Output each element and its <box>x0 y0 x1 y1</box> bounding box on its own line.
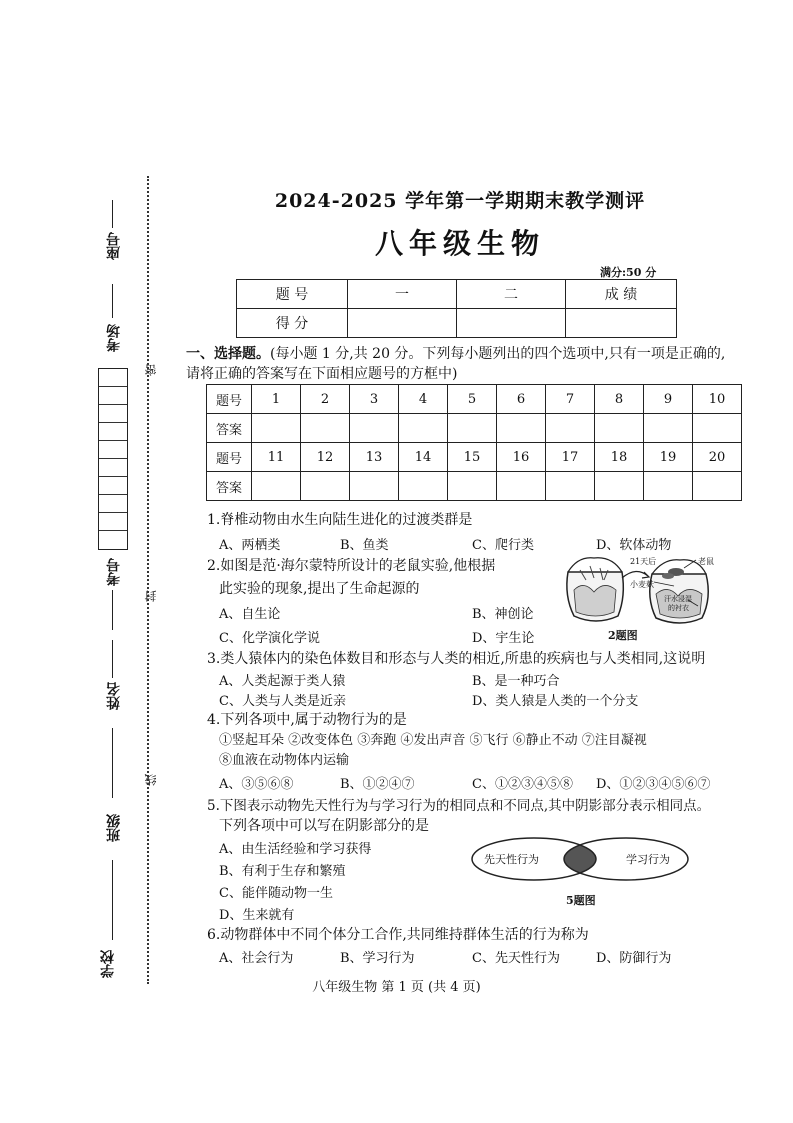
score-header-cell: 题 号 <box>237 280 348 309</box>
school-line[interactable] <box>112 860 113 940</box>
q1-option-a: A、两栖类 <box>219 538 281 553</box>
subject-title: 八年级生物 <box>374 227 545 260</box>
fig2-label-cloth2: 的衬衣 <box>668 604 689 612</box>
q2-stem-line1: 2.如图是范·海尔蒙特所设计的老鼠实验,他根据 <box>207 558 496 574</box>
q5-option-c: C、能伴随动物一生 <box>219 886 333 901</box>
venn-right-label: 学习行为 <box>626 853 670 866</box>
q3-stem: 3.类人猿体内的染色体数目和形态与人类的相近,所患的疾病也与人类相同,这说明 <box>207 651 706 667</box>
question-number: 3 <box>350 385 399 414</box>
score-cell[interactable] <box>348 309 457 338</box>
answer-cell[interactable] <box>644 472 693 501</box>
q1-option-b: B、鱼类 <box>340 538 389 553</box>
q3-option-a: A、人类起源于类人猿 <box>219 674 346 689</box>
question-number: 6 <box>497 385 546 414</box>
q2-option-a: A、自生论 <box>219 607 281 622</box>
fig2-label-cloth1: 汗水浸湿 <box>664 595 692 603</box>
exam-no-label: 考号 <box>106 558 122 586</box>
seal-mark-feng: 封 <box>144 590 158 602</box>
score-cell[interactable] <box>457 309 566 338</box>
q4-items-line2: ⑧血液在动物体内运输 <box>219 753 350 768</box>
question-number: 9 <box>644 385 693 414</box>
exam-number-boxes[interactable] <box>98 368 128 550</box>
q5-option-d: D、生来就有 <box>219 908 295 923</box>
question-number: 8 <box>595 385 644 414</box>
answer-cell[interactable] <box>399 472 448 501</box>
answer-cell[interactable] <box>497 414 546 443</box>
q5-stem-line2: 下列各项中可以写在阴影部分的是 <box>219 818 429 834</box>
answer-cell[interactable] <box>399 414 448 443</box>
q4-option-d: D、①②③④⑤⑥⑦ <box>596 777 711 792</box>
question-number: 15 <box>448 443 497 472</box>
answer-cell[interactable] <box>546 414 595 443</box>
question-number: 5 <box>448 385 497 414</box>
score-row-label: 得 分 <box>237 309 348 338</box>
q4-stem: 4.下列各项中,属于动物行为的是 <box>207 712 407 728</box>
q1-stem: 1.脊椎动物由水生向陆生进化的过渡类群是 <box>207 512 473 528</box>
question-number: 4 <box>399 385 448 414</box>
fig2-label-days: 21天后 <box>630 557 657 566</box>
answer-grid-label: 题号 <box>207 443 252 472</box>
score-header-cell: 一 <box>348 280 457 309</box>
question-number: 17 <box>546 443 595 472</box>
score-header-cell: 二 <box>457 280 566 309</box>
question-number: 16 <box>497 443 546 472</box>
answer-cell[interactable] <box>350 414 399 443</box>
question-number: 7 <box>546 385 595 414</box>
q6-option-b: B、学习行为 <box>340 951 415 966</box>
answer-cell[interactable] <box>301 414 350 443</box>
q3-option-c: C、人类与人类是近亲 <box>219 694 346 709</box>
answer-cell[interactable] <box>595 472 644 501</box>
answer-cell[interactable] <box>350 472 399 501</box>
name-line[interactable] <box>112 640 113 678</box>
question-number: 2 <box>301 385 350 414</box>
q3-option-d: D、类人猿是人类的一个分支 <box>472 694 639 709</box>
answer-grid-label: 题号 <box>207 385 252 414</box>
full-score: 满分:50 分 <box>600 266 657 279</box>
q6-option-c: C、先天性行为 <box>472 951 560 966</box>
seal-mark-xian: 线 <box>144 774 158 786</box>
q6-stem: 6.动物群体中不同个体分工合作,共同维持群体生活的行为称为 <box>207 927 589 943</box>
fig2-label-mouse: 老鼠 <box>698 557 714 566</box>
exam-title: 2024-2025 学年第一学期期末教学测评 <box>274 190 646 212</box>
q4-items-line1: ①竖起耳朵 ②改变体色 ③奔跑 ④发出声音 ⑤飞行 ⑥静止不动 ⑦注目凝视 <box>219 733 647 748</box>
fig2-label-wheat: 小麦麸 <box>630 580 654 589</box>
question-number: 11 <box>252 443 301 472</box>
question-number: 10 <box>693 385 742 414</box>
q2-figure-caption: 2题图 <box>608 629 638 642</box>
class-line[interactable] <box>112 728 113 798</box>
answer-grid-label: 答案 <box>207 414 252 443</box>
q5-option-a: A、由生活经验和学习获得 <box>219 842 372 857</box>
seat-line[interactable] <box>112 200 113 228</box>
q4-option-c: C、①②③④⑤⑧ <box>472 777 573 792</box>
q6-option-d: D、防御行为 <box>596 951 672 966</box>
answer-cell[interactable] <box>448 472 497 501</box>
q4-option-b: B、①②④⑦ <box>340 777 415 792</box>
room-line[interactable] <box>112 284 113 318</box>
score-header-cell: 成 绩 <box>566 280 677 309</box>
section1-instruction: (每小题 1 分,共 20 分。下列每小题列出的四个选项中,只有一项是正确的,请将正确的答案写在下面相应题号的方框中) <box>186 346 726 382</box>
answer-cell[interactable] <box>693 472 742 501</box>
q5-option-b: B、有利于生存和繁殖 <box>219 864 346 879</box>
answer-cell[interactable] <box>595 414 644 443</box>
question-number: 14 <box>399 443 448 472</box>
q2-option-b: B、神创论 <box>472 607 534 622</box>
score-table <box>236 279 677 338</box>
school-label: 学校 <box>100 950 116 978</box>
answer-grid-label: 答案 <box>207 472 252 501</box>
q3-option-b: B、是一种巧合 <box>472 674 560 689</box>
score-cell[interactable] <box>566 309 677 338</box>
section1-heading <box>186 344 726 384</box>
page-footer: 八年级生物 第 1 页 (共 4 页) <box>312 980 481 995</box>
q2-option-d: D、宇生论 <box>472 631 535 646</box>
name-label: 姓名 <box>106 682 122 710</box>
answer-cell[interactable] <box>693 414 742 443</box>
question-number: 12 <box>301 443 350 472</box>
q2-stem-line2: 此实验的现象,提出了生命起源的 <box>219 581 420 597</box>
answer-grid <box>206 384 742 501</box>
question-number: 19 <box>644 443 693 472</box>
q5-stem-line1: 5.下图表示动物先天性行为与学习行为的相同点和不同点,其中阴影部分表示相同点。 <box>207 798 711 814</box>
answer-cell[interactable] <box>497 472 546 501</box>
room-label: 考场 <box>106 324 122 352</box>
q5-venn-diagram <box>470 836 690 882</box>
q6-option-a: A、社会行为 <box>219 951 294 966</box>
q4-option-a: A、③⑤⑥⑧ <box>219 777 294 792</box>
q5-figure-caption: 5题图 <box>566 894 596 907</box>
exam-no-line[interactable] <box>112 590 113 630</box>
question-number: 13 <box>350 443 399 472</box>
question-number: 1 <box>252 385 301 414</box>
answer-cell[interactable] <box>448 414 497 443</box>
answer-cell[interactable] <box>252 414 301 443</box>
answer-cell[interactable] <box>546 472 595 501</box>
q2-option-c: C、化学演化学说 <box>219 631 320 646</box>
q2-figure <box>560 550 720 634</box>
q1-option-d: D、软体动物 <box>596 538 672 553</box>
class-label: 班级 <box>106 814 122 842</box>
venn-left-label: 先天性行为 <box>484 853 539 866</box>
seat-label: 座号 <box>106 232 122 260</box>
section1-title: 一、选择题。 <box>186 346 270 362</box>
answer-cell[interactable] <box>644 414 693 443</box>
seal-dotted-line <box>147 176 149 984</box>
answer-cell[interactable] <box>301 472 350 501</box>
answer-cell[interactable] <box>252 472 301 501</box>
question-number: 20 <box>693 443 742 472</box>
seal-mark-mi: 密 <box>144 364 158 376</box>
q1-option-c: C、爬行类 <box>472 538 534 553</box>
question-number: 18 <box>595 443 644 472</box>
